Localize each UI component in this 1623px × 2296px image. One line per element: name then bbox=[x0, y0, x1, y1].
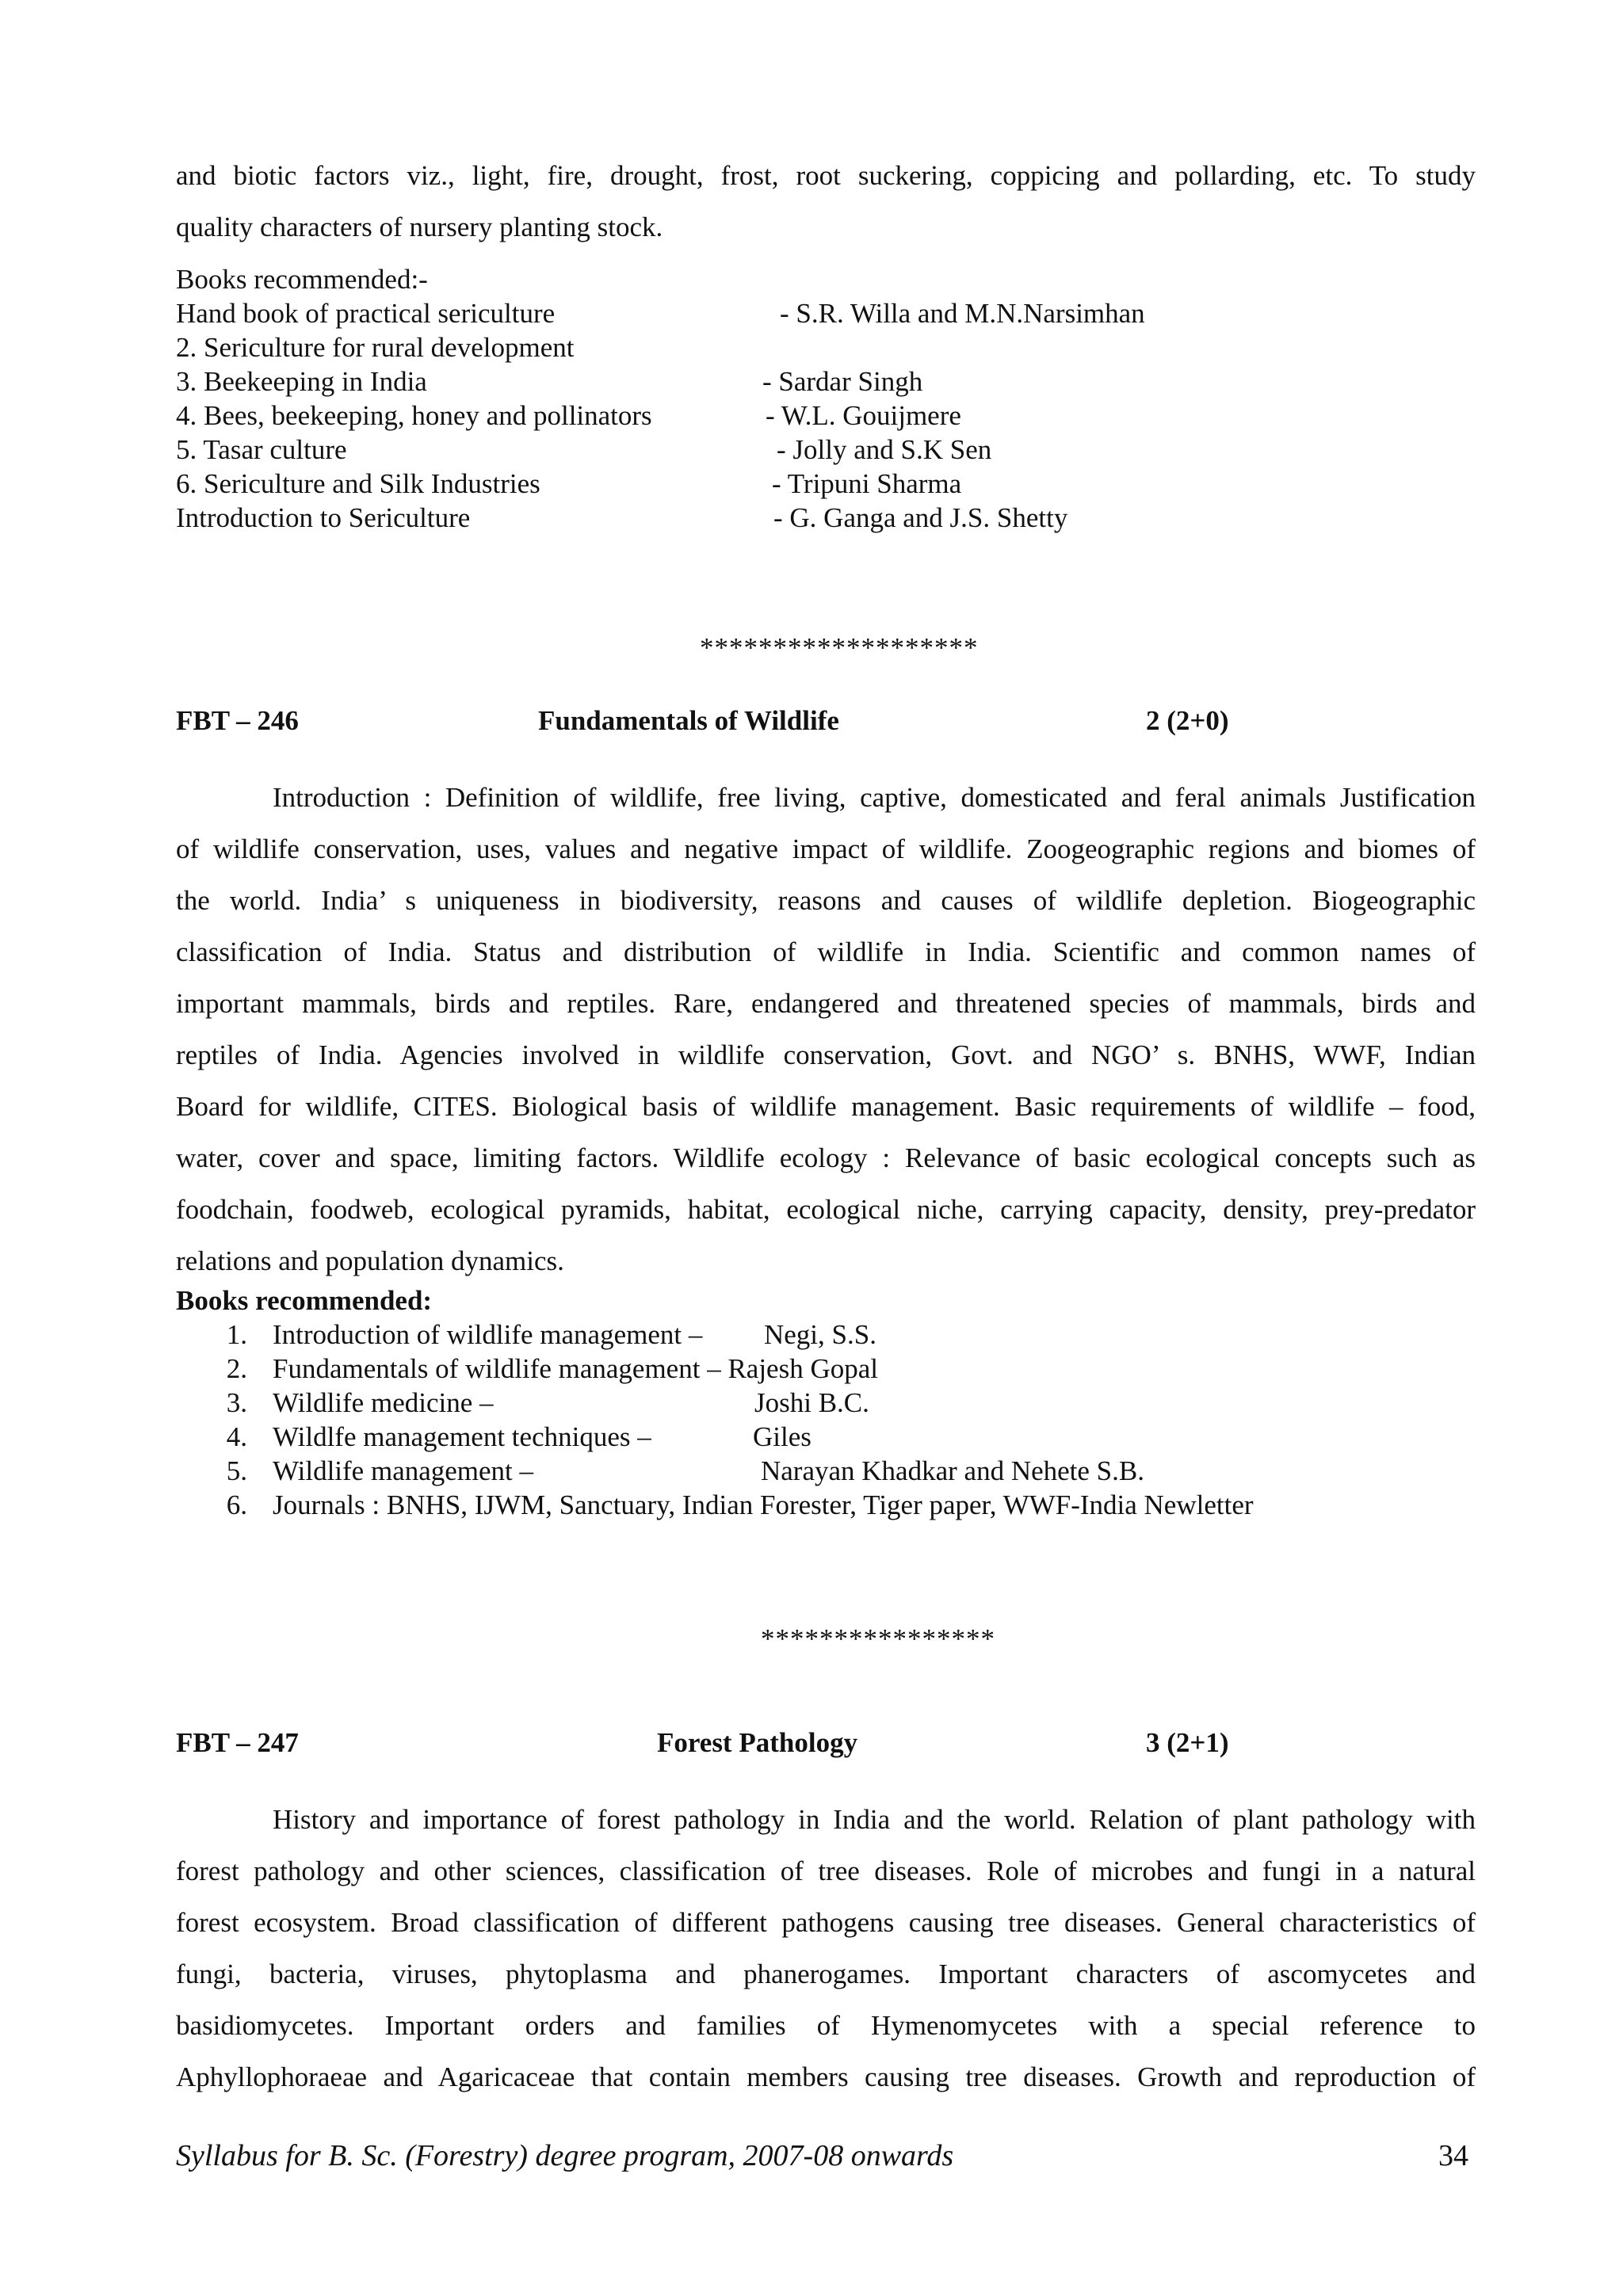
course-description-line: forest ecosystem. Broad classification of different pathogens causing tree diseases. General characteristics of bbox=[176, 1907, 1476, 1938]
course-description-line: of wildlife conservation, uses, values and negative impact of wildlife. Zoogeographic regions and biomes of bbox=[176, 833, 1476, 864]
book-title: Wildlfe management techniques – bbox=[273, 1421, 651, 1452]
book-author: Negi, S.S. bbox=[764, 1319, 876, 1350]
book-author: - S.R. Willa and M.N.Narsimhan bbox=[780, 298, 1145, 329]
book-title: Introduction to Sericulture bbox=[176, 502, 471, 533]
course-description-line: History and importance of forest pathology in India and the world. Relation of plant pathology with bbox=[273, 1804, 1476, 1835]
list-number: 4. bbox=[226, 1421, 247, 1452]
book-author: Giles bbox=[753, 1421, 812, 1452]
book-author: - W.L. Gouijmere bbox=[766, 400, 961, 431]
course-description-line: water, cover and space, limiting factors. Wildlife ecology : Relevance of basic ecological concepts such as bbox=[176, 1142, 1476, 1173]
list-number: 1. bbox=[226, 1319, 247, 1350]
course-description-line: reptiles of India. Agencies involved in wildlife conservation, Govt. and NGO’ s. BNHS, WWF, Indian bbox=[176, 1039, 1476, 1070]
books-heading: Books recommended: bbox=[176, 1285, 433, 1316]
course-description-line: the world. India’ s uniqueness in biodiversity, reasons and causes of wildlife depletion. Biogeographic bbox=[176, 885, 1476, 916]
book-title: Journals : BNHS, IJWM, Sanctuary, Indian Forester, Tiger paper, WWF-India Newletter bbox=[273, 1489, 1254, 1520]
book-author: - Sardar Singh bbox=[762, 366, 923, 397]
book-row bbox=[176, 330, 1444, 364]
book-title: 2. Sericulture for rural development bbox=[176, 332, 575, 363]
course-code: FBT – 246 bbox=[176, 705, 299, 736]
list-number: 3. bbox=[226, 1387, 247, 1418]
list-number: 2. bbox=[226, 1353, 247, 1384]
book-title: 4. Bees, beekeeping, honey and pollinators bbox=[176, 400, 652, 431]
book-author: Joshi B.C. bbox=[754, 1387, 869, 1418]
course-description-line: classification of India. Status and distribution of wildlife in India. Scientific and common names of bbox=[176, 936, 1476, 967]
book-author: - Jolly and S.K Sen bbox=[777, 434, 992, 465]
book-row bbox=[176, 433, 1444, 467]
books-heading: Books recommended:- bbox=[176, 264, 428, 295]
section-separator: **************** bbox=[761, 1623, 995, 1654]
book-title: Wildlife management – bbox=[273, 1455, 534, 1486]
book-title: Hand book of practical sericulture bbox=[176, 298, 556, 329]
book-title: 6. Sericulture and Silk Industries bbox=[176, 468, 540, 499]
course-credits: 3 (2+1) bbox=[1146, 1727, 1229, 1758]
list-number: 6. bbox=[226, 1489, 247, 1520]
book-title: Introduction of wildlife management – bbox=[273, 1319, 703, 1350]
book-row bbox=[176, 467, 1444, 501]
course-code: FBT – 247 bbox=[176, 1727, 299, 1758]
course-description-line: foodchain, foodweb, ecological pyramids, habitat, ecological niche, carrying capacity, density, prey-predator bbox=[176, 1194, 1476, 1225]
book-row bbox=[176, 501, 1444, 535]
course-title: Fundamentals of Wildlife bbox=[538, 705, 839, 736]
course-description-line: important mammals, birds and reptiles. Rare, endangered and threatened species of mammals, birds and bbox=[176, 988, 1476, 1019]
page-footer: Syllabus for B. Sc. (Forestry) degree program, 2007-08 onwards bbox=[176, 2139, 954, 2172]
intro-paragraph-line-1: and biotic factors viz., light, fire, drought, frost, root suckering, coppicing and pollarding, etc. To study bbox=[176, 160, 1476, 191]
book-author: Narayan Khadkar and Nehete S.B. bbox=[761, 1455, 1144, 1486]
list-number: 5. bbox=[226, 1455, 247, 1486]
course-description-line: Aphyllophoraeae and Agaricaceae that contain members causing tree diseases. Growth and reproduction of bbox=[176, 2061, 1476, 2092]
course-credits: 2 (2+0) bbox=[1146, 705, 1229, 736]
course-title: Forest Pathology bbox=[657, 1727, 858, 1758]
book-title: 5. Tasar culture bbox=[176, 434, 347, 465]
book-row bbox=[176, 399, 1444, 433]
book-title: Fundamentals of wildlife management – Rajesh Gopal bbox=[273, 1353, 878, 1384]
page-number: 34 bbox=[1438, 2139, 1468, 2172]
course-description-line: relations and population dynamics. bbox=[176, 1245, 564, 1276]
course-description-line: basidiomycetes. Important orders and families of Hymenomycetes with a special reference to bbox=[176, 2010, 1476, 2041]
section-separator: ******************* bbox=[700, 632, 979, 663]
course-description-line: Introduction : Definition of wildlife, free living, captive, domesticated and feral animals Justification bbox=[273, 782, 1476, 813]
course-description-line: forest pathology and other sciences, classification of tree diseases. Role of microbes and fungi in a natural bbox=[176, 1855, 1476, 1886]
book-row bbox=[176, 364, 1444, 399]
book-author: - Tripuni Sharma bbox=[772, 468, 962, 499]
book-author: - G. Ganga and J.S. Shetty bbox=[773, 502, 1068, 533]
course-description-line: fungi, bacteria, viruses, phytoplasma and phanerogames. Important characters of ascomycetes and bbox=[176, 1958, 1476, 1989]
book-row bbox=[176, 296, 1444, 330]
book-title: 3. Beekeeping in India bbox=[176, 366, 427, 397]
course-description-line: Board for wildlife, CITES. Biological basis of wildlife management. Basic requirements of wildlife – food, bbox=[176, 1091, 1476, 1122]
book-title: Wildlife medicine – bbox=[273, 1387, 494, 1418]
intro-paragraph-line-2: quality characters of nursery planting stock. bbox=[176, 212, 663, 242]
